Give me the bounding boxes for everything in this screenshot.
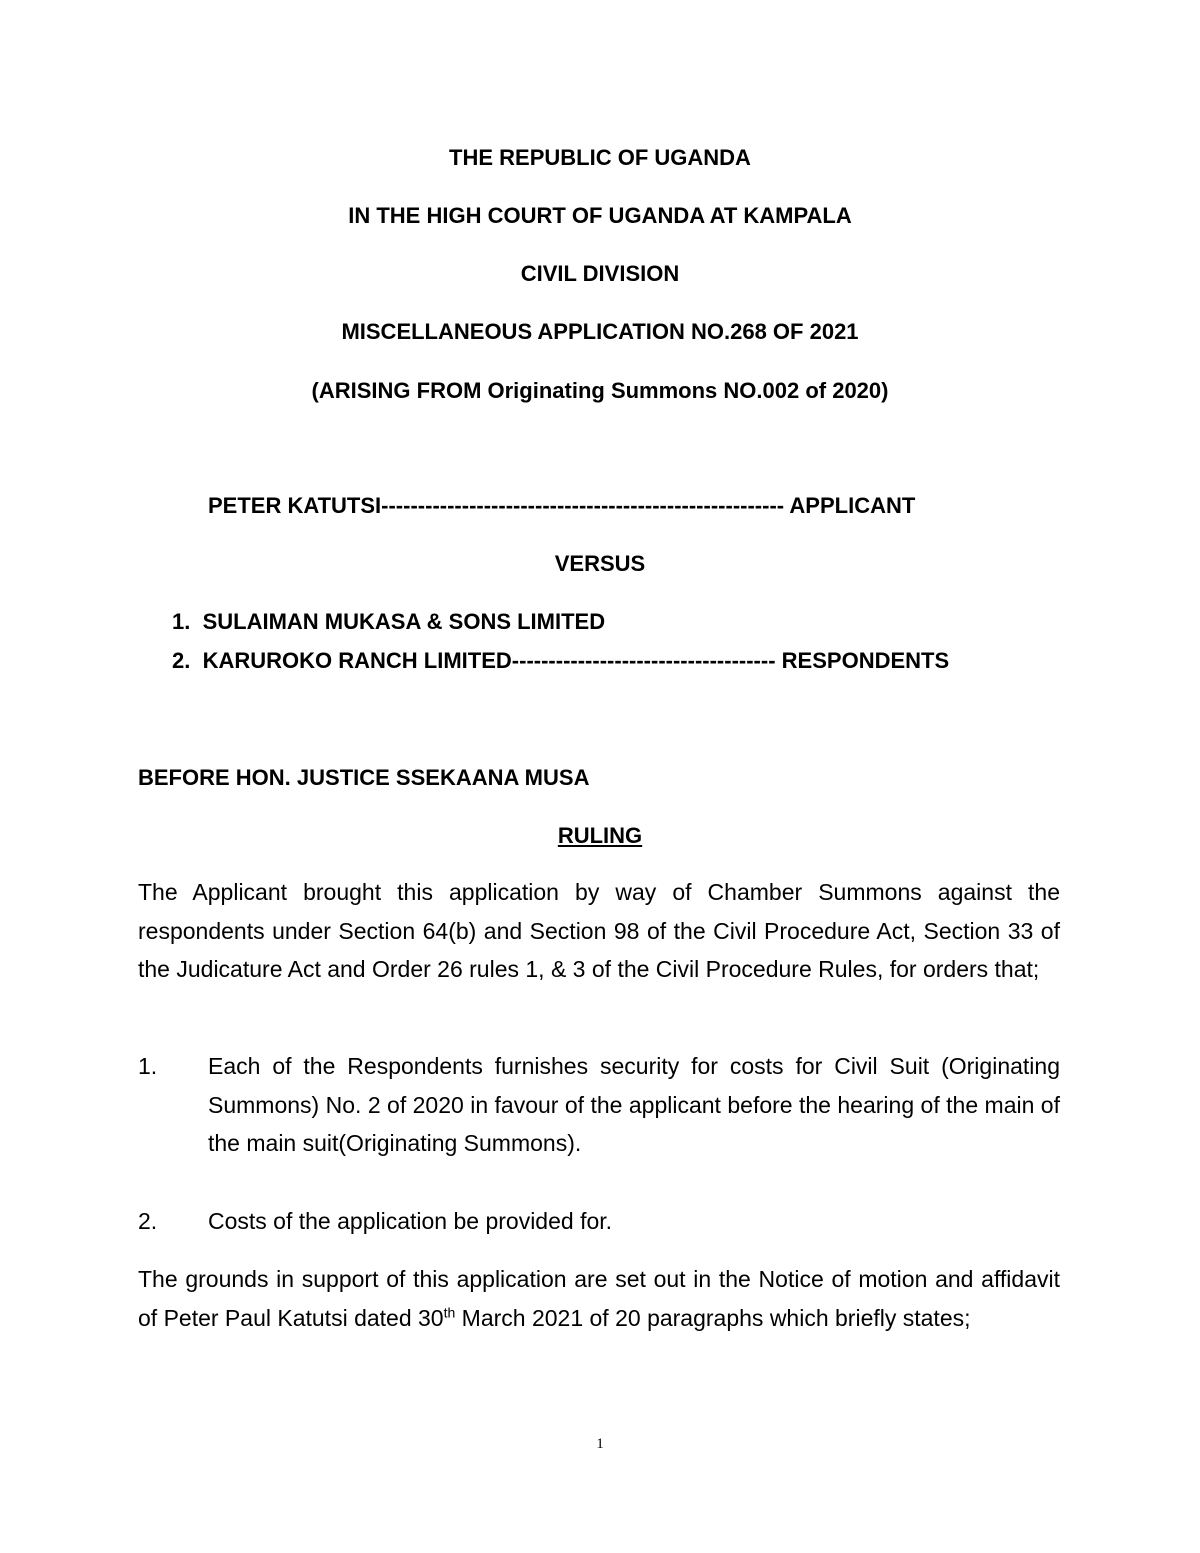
grounds-text-start: The grounds in support of this application are set out in the Notice of motion and affidavit of Peter Paul Katutsi dated 30 — [138, 1266, 1060, 1331]
order-2-text: Costs of the application be provided for. — [208, 1208, 613, 1234]
intro-paragraph: The Applicant brought this application by way of Chamber Summons against the respondents under Section 64(b) and Section 98 of the Civil Procedure Act, Section 33 of the Judicature Act and Order 26 rules 1, & 3 of the Civil Procedure Rules, for orders that; — [138, 879, 1060, 982]
order-2-number: 2. — [138, 1208, 158, 1234]
page-number: 1 — [596, 1436, 604, 1452]
ordinal-suffix: th — [443, 1303, 456, 1320]
respondent-line-1 — [172, 609, 605, 635]
republic-heading: THE REPUBLIC OF UGANDA — [449, 145, 751, 170]
respondent-1-name: SULAIMAN MUKASA & SONS LIMITED — [202, 609, 606, 634]
applicant-dashes: ------------------------------------------------------- — [381, 493, 785, 518]
respondent-line-2 — [172, 648, 949, 674]
order-item-1 — [138, 1047, 1060, 1163]
respondent-2-dashes: ------------------------------------ — [511, 648, 776, 673]
order-1-number: 1. — [138, 1053, 158, 1079]
grounds-paragraph — [138, 1260, 1060, 1337]
respondents-role: RESPONDENTS — [781, 648, 950, 673]
before-judge: BEFORE HON. JUSTICE SSEKAANA MUSA — [138, 765, 590, 790]
division-heading: CIVIL DIVISION — [520, 261, 680, 286]
applicant-role: APPLICANT — [789, 493, 916, 518]
court-heading: IN THE HIGH COURT OF UGANDA AT KAMPALA — [348, 203, 852, 228]
respondent-2-name: KARUROKO RANCH LIMITED — [202, 648, 512, 673]
application-heading: MISCELLANEOUS APPLICATION NO.268 OF 2021 — [341, 319, 859, 344]
respondent-1-number: 1. — [172, 609, 191, 634]
applicant-name: PETER KATUTSI — [208, 493, 382, 518]
applicant-line — [208, 493, 915, 519]
order-1-text: Each of the Respondents furnishes security for costs for Civil Suit (Originating Summons) No. 2 of 2020 in favour of the applicant before the hearing of the main of the main suit(Originating Summons). — [208, 1053, 1060, 1156]
ruling-title: RULING — [557, 823, 643, 848]
versus-label: VERSUS — [554, 551, 646, 576]
arising-heading: (ARISING FROM Originating Summons NO.002 of 2020) — [311, 378, 889, 403]
order-item-2 — [138, 1202, 1060, 1241]
grounds-text-end: March 2021 of 20 paragraphs which briefly states; — [455, 1304, 971, 1331]
respondent-2-number: 2. — [172, 648, 191, 673]
